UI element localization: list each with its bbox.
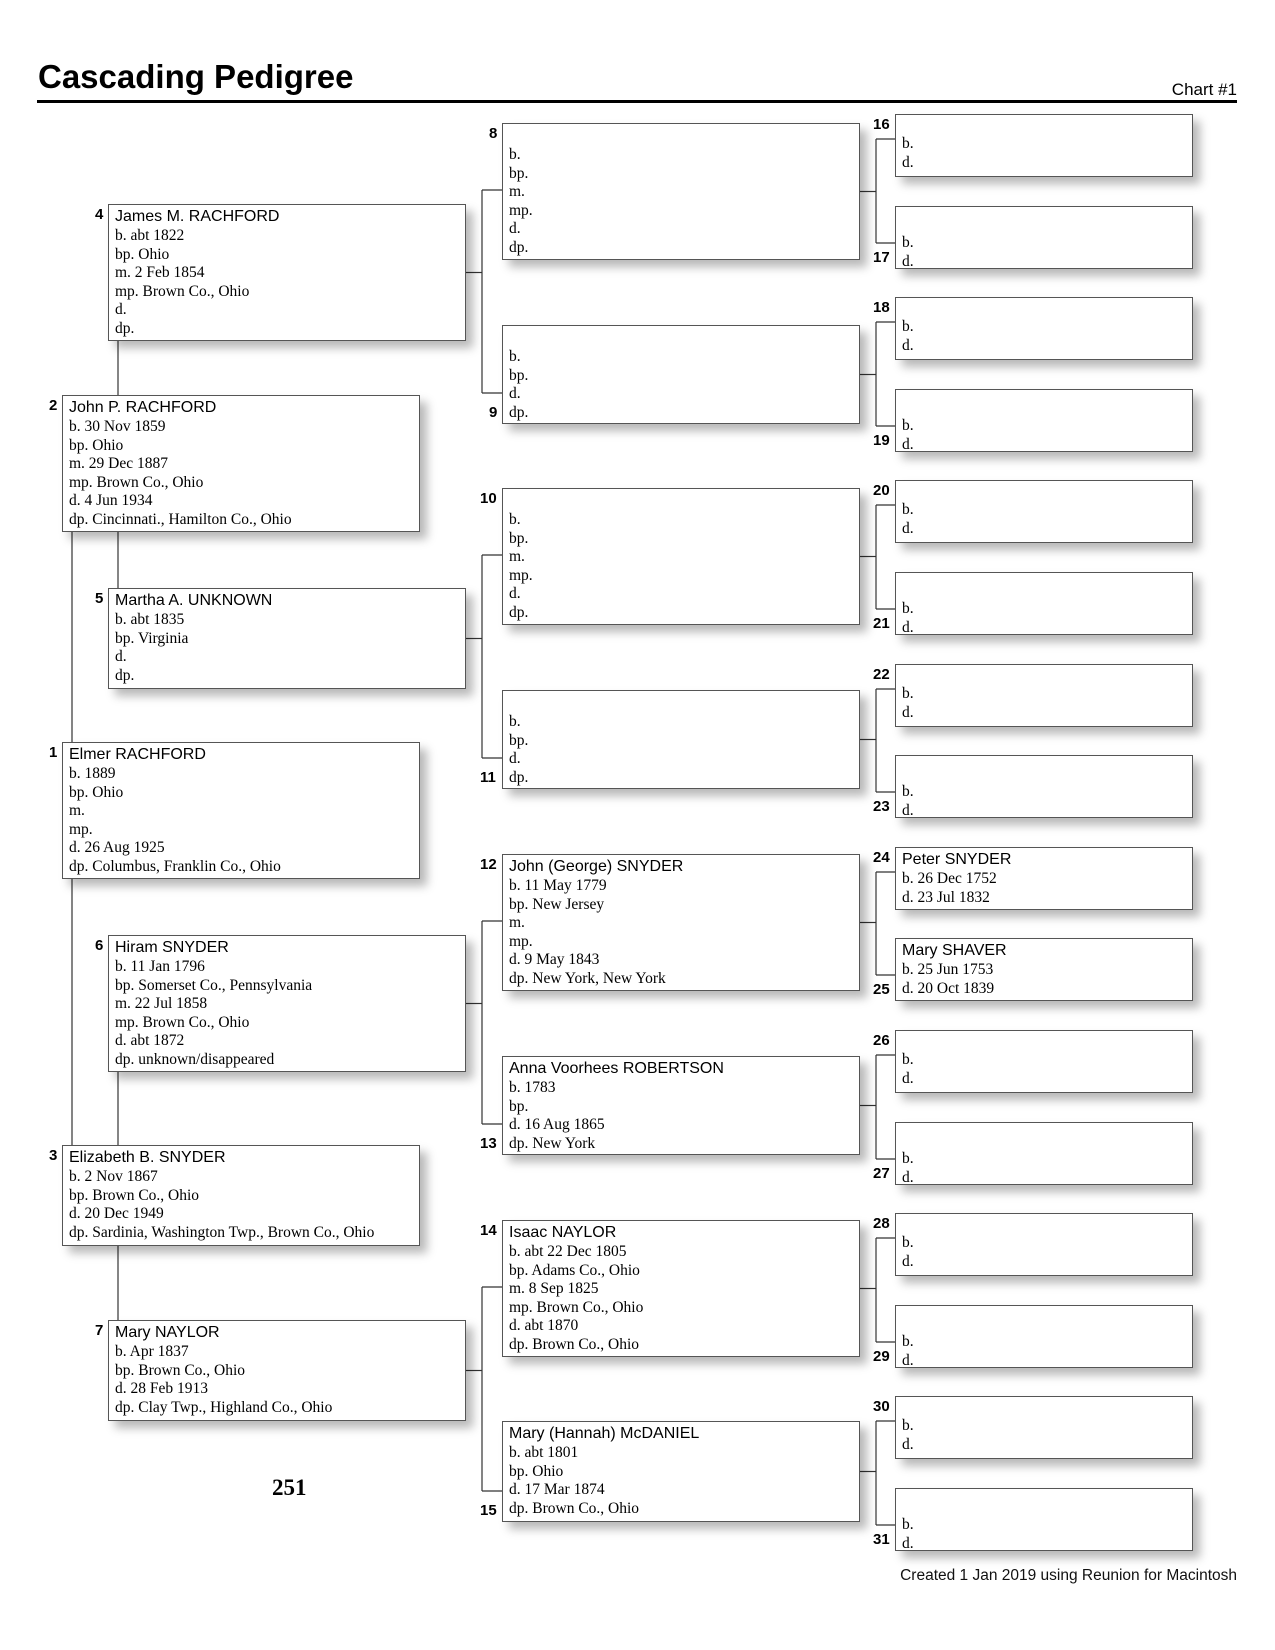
person-fact: bp. New Jersey [509, 895, 605, 913]
person-fact: m. [509, 183, 525, 200]
person-fact: dp. New York [509, 1134, 596, 1152]
blank-name-slot [509, 491, 859, 511]
person-number: 20 [873, 482, 890, 499]
person-fact: m. [69, 802, 85, 819]
person-box-9[interactable] [502, 325, 860, 424]
person-fact: dp. [509, 603, 529, 621]
person-number: 2 [49, 397, 58, 414]
person-fact: d. [902, 703, 914, 721]
person-fact: b. [902, 1333, 914, 1350]
person-fact: dp. Sardinia, Washington Twp., Brown Co., Ohio [69, 1223, 375, 1241]
person-number: 4 [95, 206, 104, 223]
person-fact: d. [115, 301, 127, 318]
person-fact: bp. Virginia [115, 629, 189, 647]
person-fact: dp. Brown Co., Ohio [509, 1499, 640, 1517]
person-fact: b. [902, 685, 914, 702]
person-box-12[interactable] [502, 854, 860, 991]
chart-number: Chart #1 [1171, 80, 1237, 99]
person-fact: m. 22 Jul 1858 [115, 995, 208, 1012]
person-name: John P. RACHFORD [69, 399, 217, 416]
person-fact: d. [902, 1252, 914, 1270]
person-name: Isaac NAYLOR [509, 1224, 617, 1241]
person-box-22[interactable] [895, 664, 1193, 727]
person-fact: b. 1783 [509, 1079, 556, 1096]
person-fact: d. [115, 648, 127, 665]
person-box-16[interactable] [895, 114, 1193, 177]
person-box-23[interactable] [895, 755, 1193, 818]
person-name: Elmer RACHFORD [69, 746, 206, 763]
person-name: John (George) SNYDER [509, 858, 684, 875]
person-fact: bp. [509, 529, 529, 547]
person-name: Mary (Hannah) McDANIEL [509, 1425, 700, 1442]
person-fact: d. [902, 1435, 914, 1453]
person-fact: dp. [115, 319, 135, 337]
person-number: 9 [489, 404, 498, 421]
person-fact: b. [902, 1417, 914, 1434]
person-fact: dp. Brown Co., Ohio [509, 1335, 640, 1353]
person-fact: d. 20 Oct 1839 [902, 979, 995, 997]
person-fact: b. 30 Nov 1859 [69, 418, 166, 435]
person-box-3[interactable] [62, 1145, 420, 1246]
person-fact: b. 25 Jun 1753 [902, 961, 994, 978]
person-number: 19 [873, 432, 890, 449]
person-number: 30 [873, 1398, 890, 1415]
person-box-2[interactable] [62, 395, 420, 532]
person-box-7[interactable] [108, 1320, 466, 1421]
person-name: Hiram SNYDER [115, 939, 229, 956]
person-number: 28 [873, 1215, 890, 1232]
person-fact: d. 16 Aug 1865 [509, 1116, 605, 1133]
person-fact: mp. [69, 820, 93, 838]
person-fact: d. 4 Jun 1934 [69, 492, 153, 509]
person-fact: d. [509, 220, 521, 237]
person-name: Peter SNYDER [902, 851, 1012, 868]
person-fact: b. abt 1822 [115, 227, 185, 244]
blank-name-slot [509, 126, 859, 146]
person-number: 14 [480, 1222, 497, 1239]
person-fact: b. [902, 1234, 914, 1251]
person-number: 23 [873, 798, 890, 815]
person-fact: bp. Ohio [115, 245, 170, 263]
person-number: 3 [49, 1147, 58, 1164]
created-footer: Created 1 Jan 2019 using Reunion for Macintosh [900, 1567, 1237, 1584]
person-fact: bp. Adams Co., Ohio [509, 1261, 640, 1279]
person-fact: dp. [509, 768, 529, 786]
person-number: 10 [480, 490, 497, 507]
person-fact: d. [902, 1534, 914, 1552]
person-box-8[interactable] [502, 123, 860, 260]
person-fact: mp. Brown Co., Ohio [115, 282, 250, 300]
person-fact: mp. Brown Co., Ohio [69, 473, 204, 491]
person-fact: d. [902, 1351, 914, 1369]
person-name: Anna Voorhees ROBERTSON [509, 1060, 724, 1077]
person-name: Elizabeth B. SNYDER [69, 1149, 226, 1166]
person-fact: b. [902, 783, 914, 800]
person-fact: m. [509, 914, 525, 931]
person-fact: mp. Brown Co., Ohio [115, 1013, 250, 1031]
person-fact: bp. Brown Co., Ohio [115, 1361, 246, 1379]
person-fact: m. [509, 548, 525, 565]
person-fact: b. [509, 713, 521, 730]
person-fact: bp. Ohio [69, 436, 124, 454]
person-fact: dp. Cincinnati., Hamilton Co., Ohio [69, 510, 292, 528]
person-name: Mary NAYLOR [115, 1324, 220, 1341]
person-fact: b. 2 Nov 1867 [69, 1168, 158, 1185]
person-fact: m. 29 Dec 1887 [69, 455, 169, 472]
person-fact: mp. [509, 932, 533, 950]
person-name: Mary SHAVER [902, 942, 1007, 959]
person-fact: b. [902, 501, 914, 518]
person-box-4[interactable] [108, 204, 466, 341]
person-number: 26 [873, 1032, 890, 1049]
person-fact: dp. Clay Twp., Highland Co., Ohio [115, 1398, 333, 1416]
person-box-28[interactable] [895, 1213, 1193, 1276]
person-fact: dp. [509, 403, 529, 421]
person-fact: d. [902, 336, 914, 354]
person-fact: b. [902, 1051, 914, 1068]
person-fact: b. abt 1801 [509, 1444, 579, 1461]
person-fact: d. [902, 252, 914, 270]
person-fact: b. Apr 1837 [115, 1343, 189, 1360]
person-fact: dp. Columbus, Franklin Co., Ohio [69, 857, 281, 875]
person-fact: d. [509, 385, 521, 402]
person-fact: b. [509, 348, 521, 365]
person-fact: bp. Brown Co., Ohio [69, 1186, 200, 1204]
person-fact: d. 9 May 1843 [509, 951, 600, 968]
blank-name-slot [509, 328, 859, 348]
person-number: 13 [480, 1135, 497, 1152]
page-number: 251 [272, 1475, 307, 1500]
person-fact: b. [902, 1516, 914, 1533]
person-number: 22 [873, 666, 890, 683]
blank-name-slot [509, 693, 859, 713]
person-fact: b. [902, 135, 914, 152]
person-box-17[interactable] [895, 206, 1193, 269]
person-fact: b. [902, 234, 914, 251]
person-fact: d. abt 1870 [509, 1317, 579, 1334]
person-fact: b. [902, 318, 914, 335]
person-box-6[interactable] [108, 935, 466, 1072]
person-box-25[interactable] [895, 938, 1193, 1001]
person-fact: bp. Ohio [69, 783, 124, 801]
person-number: 29 [873, 1348, 890, 1365]
person-name: Martha A. UNKNOWN [115, 592, 273, 609]
person-box-27[interactable] [895, 1122, 1193, 1185]
person-number: 31 [873, 1531, 890, 1548]
person-number: 1 [49, 744, 58, 761]
person-fact: b. [902, 417, 914, 434]
person-fact: dp. [509, 238, 529, 256]
person-fact: d. [902, 801, 914, 819]
person-box-20[interactable] [895, 480, 1193, 543]
page-title: Cascading Pedigree [38, 58, 354, 95]
person-fact: bp. Ohio [509, 1462, 564, 1480]
person-fact: d. [902, 1069, 914, 1087]
person-fact: b. 26 Dec 1752 [902, 870, 997, 887]
person-fact: d. [509, 585, 521, 602]
person-number: 16 [873, 116, 890, 133]
person-number: 27 [873, 1165, 890, 1182]
person-fact: d. [902, 153, 914, 171]
person-box-1[interactable] [62, 742, 420, 879]
person-fact: d. [902, 618, 914, 636]
person-box-13[interactable] [502, 1056, 860, 1155]
person-fact: m. 2 Feb 1854 [115, 264, 205, 281]
person-fact: b. [509, 146, 521, 163]
person-fact: bp. [509, 1097, 529, 1115]
person-number: 21 [873, 615, 890, 632]
person-fact: d. 17 Mar 1874 [509, 1481, 605, 1498]
person-number: 11 [480, 769, 496, 786]
person-fact: d. [902, 435, 914, 453]
person-box-29[interactable] [895, 1305, 1193, 1368]
person-fact: bp. [509, 731, 529, 749]
person-fact: b. abt 1835 [115, 611, 185, 628]
person-fact: b. [902, 600, 914, 617]
person-number: 17 [873, 249, 890, 266]
person-fact: bp. Somerset Co., Pennsylvania [115, 976, 313, 994]
person-number: 6 [95, 937, 104, 954]
person-fact: d. [902, 1168, 914, 1186]
person-box-19[interactable] [895, 389, 1193, 452]
person-fact: b. [902, 1150, 914, 1167]
person-number: 5 [95, 590, 104, 607]
person-fact: dp. unknown/disappeared [115, 1050, 275, 1068]
person-fact: bp. [509, 164, 529, 182]
person-fact: d. [509, 750, 521, 767]
person-box-5[interactable] [108, 588, 466, 689]
person-number: 15 [480, 1502, 497, 1519]
person-number: 24 [873, 849, 890, 866]
person-box-30[interactable] [895, 1396, 1193, 1459]
person-fact: d. 20 Dec 1949 [69, 1205, 164, 1222]
person-fact: dp. New York, New York [509, 969, 666, 987]
person-fact: d. 26 Aug 1925 [69, 839, 165, 856]
person-box-10[interactable] [502, 488, 860, 625]
person-fact: mp. [509, 566, 533, 584]
person-fact: dp. [115, 666, 135, 684]
person-fact: b. 1889 [69, 765, 116, 782]
person-fact: d. abt 1872 [115, 1032, 185, 1049]
person-fact: b. 11 Jan 1796 [115, 958, 205, 975]
person-box-18[interactable] [895, 297, 1193, 360]
person-fact: mp. [509, 201, 533, 219]
person-fact: b. abt 22 Dec 1805 [509, 1243, 627, 1260]
person-box-31[interactable] [895, 1488, 1193, 1551]
person-fact: d. [902, 519, 914, 537]
person-number: 12 [480, 856, 497, 873]
person-fact: d. 28 Feb 1913 [115, 1380, 208, 1397]
person-fact: b. 11 May 1779 [509, 877, 607, 894]
person-fact: bp. [509, 366, 529, 384]
person-name: James M. RACHFORD [115, 208, 280, 225]
person-number: 7 [95, 1322, 104, 1339]
person-fact: mp. Brown Co., Ohio [509, 1298, 644, 1316]
person-box-24[interactable] [895, 847, 1193, 910]
person-box-21[interactable] [895, 572, 1193, 635]
person-number: 18 [873, 299, 890, 316]
person-fact: m. 8 Sep 1825 [509, 1280, 599, 1297]
person-fact: d. 23 Jul 1832 [902, 888, 990, 906]
person-box-26[interactable] [895, 1030, 1193, 1093]
person-number: 25 [873, 981, 890, 998]
person-fact: b. [509, 511, 521, 528]
person-box-15[interactable] [502, 1421, 860, 1522]
person-box-11[interactable] [502, 690, 860, 789]
person-number: 8 [489, 125, 498, 142]
person-box-14[interactable] [502, 1220, 860, 1357]
